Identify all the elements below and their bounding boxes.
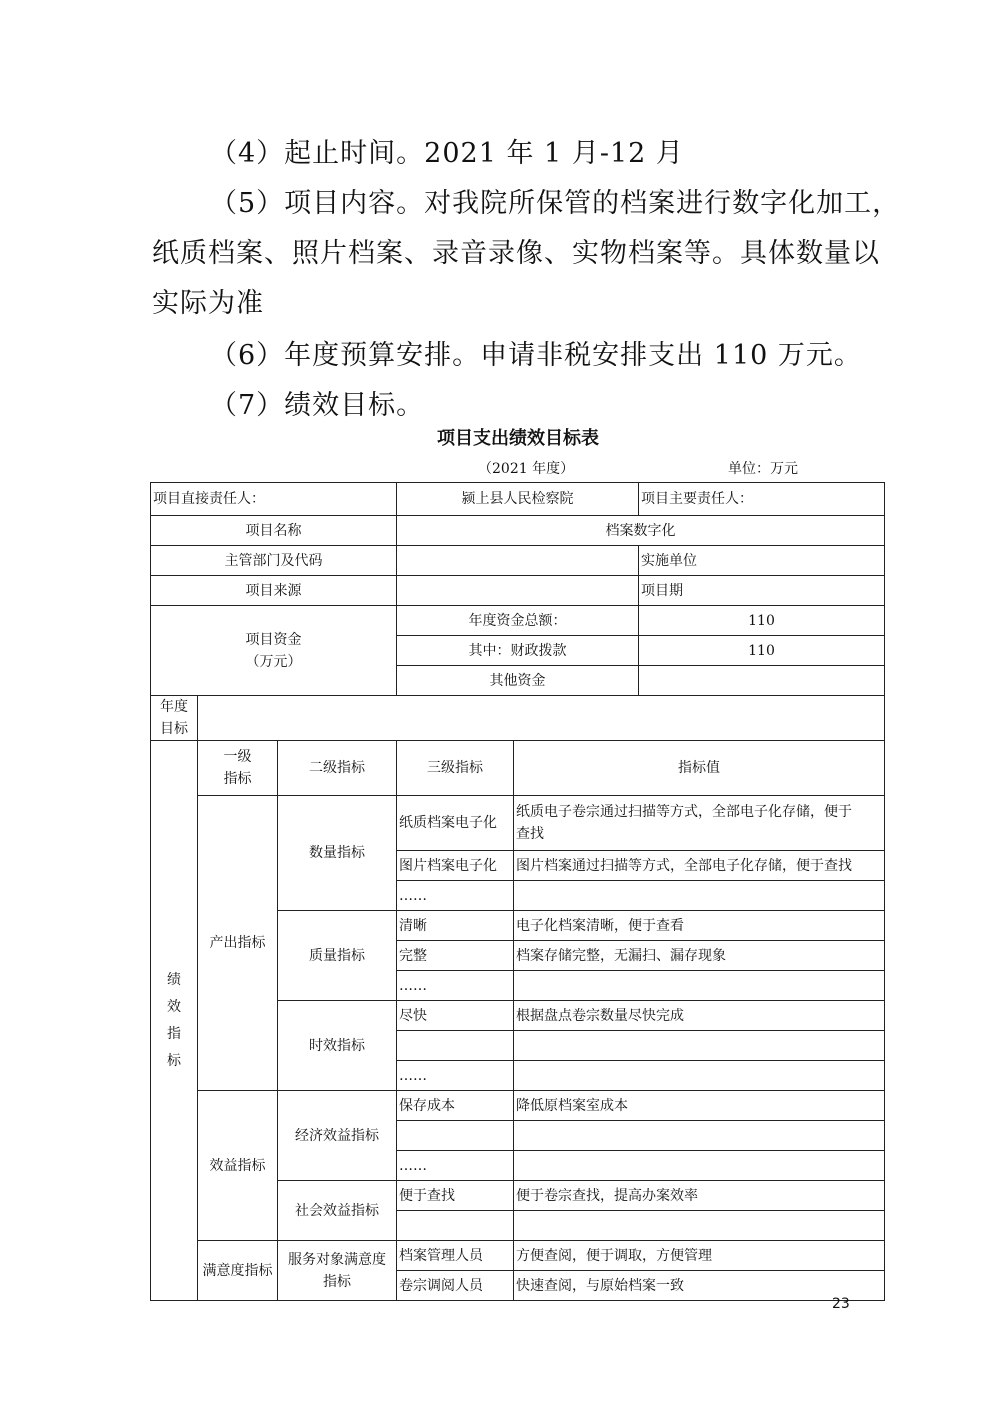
- clarity-name: 清晰: [397, 911, 514, 941]
- main-responsible-cell: [639, 483, 885, 516]
- fiscal-allocation-value: 110: [639, 636, 885, 666]
- quality-ellipsis: ……: [397, 971, 514, 1001]
- service-satisfaction-label-line2: 指标: [323, 1273, 351, 1290]
- other-funds-label: 其他资金: [397, 666, 639, 696]
- quantity-ellipsis-value: [514, 881, 885, 911]
- photo-digitization-name: 图片档案电子化: [397, 851, 514, 881]
- quality-ellipsis-value: [514, 971, 885, 1001]
- header-indicator-value: 指标值: [514, 741, 885, 796]
- table-row: [151, 516, 885, 546]
- table-row: [151, 696, 885, 741]
- storage-cost-value: 降低原档案室成本: [514, 1091, 885, 1121]
- paragraph-project-content-line2: 纸质档案、照片档案、录音录像、实物档案等。具体数量以: [152, 238, 880, 269]
- storage-cost-name: 保存成本: [397, 1091, 514, 1121]
- project-name-value: 档案数字化: [397, 516, 885, 546]
- output-indicator-label: 产出指标: [198, 796, 278, 1091]
- social-empty-value: [514, 1211, 885, 1241]
- easy-search-name: 便于查找: [397, 1181, 514, 1211]
- project-name-label: 项目名称: [151, 516, 397, 546]
- paragraph-project-content-line1: （5）项目内容。对我院所保管的档案进行数字化加工，: [210, 188, 901, 219]
- satisfaction-indicator-label: 满意度指标: [198, 1241, 278, 1301]
- project-funds-unit: （万元）: [245, 653, 302, 670]
- project-funds-label-cell: [151, 606, 397, 696]
- paragraph-annual-budget: （6）年度预算安排。申请非税安排支出 110 万元。: [210, 340, 862, 371]
- table-row: [151, 1241, 885, 1271]
- paragraph-performance-goal: （7）绩效目标。: [210, 390, 425, 421]
- social-benefit-label: 社会效益指标: [278, 1181, 397, 1241]
- performance-indicator-char: 指: [167, 1025, 181, 1042]
- timeliness-ellipsis: ……: [397, 1061, 514, 1091]
- page-number: 23: [832, 1296, 850, 1312]
- direct-responsible-label: 项目直接责任人：: [151, 483, 397, 516]
- economic-benefit-label: 经济效益指标: [278, 1091, 397, 1181]
- timeliness-empty-name: [397, 1031, 514, 1061]
- other-funds-value: [639, 666, 885, 696]
- table-row: [151, 741, 885, 796]
- table-row: [151, 546, 885, 576]
- table-row: [151, 606, 885, 636]
- header-level1: [198, 741, 278, 796]
- annual-goal-label-cell: [151, 696, 198, 741]
- paper-digitization-name: 纸质档案电子化: [397, 796, 514, 851]
- archive-staff-value: 方便查阅，便于调取，方便管理: [514, 1241, 885, 1271]
- social-empty-name: [397, 1211, 514, 1241]
- photo-digitization-value: 图片档案通过扫描等方式，全部电子化存储，便于查找: [514, 851, 885, 881]
- archive-staff-name: 档案管理人员: [397, 1241, 514, 1271]
- benefit-indicator-label: 效益指标: [198, 1091, 278, 1241]
- economic-ellipsis: ……: [397, 1151, 514, 1181]
- direct-responsible-value: 颍上县人民检察院: [397, 483, 639, 516]
- clarity-value: 电子化档案清晰，便于查看: [514, 911, 885, 941]
- completeness-value: 档案存储完整，无漏扫、漏存现象: [514, 941, 885, 971]
- project-period-label: 项目期: [641, 582, 683, 599]
- economic-empty-value: [514, 1121, 885, 1151]
- implementing-unit-cell: [639, 546, 885, 576]
- department-label: 主管部门及代码: [151, 546, 397, 576]
- project-source-value: [397, 576, 639, 606]
- annual-total-label: 年度资金总额：: [397, 606, 639, 636]
- project-period-cell: [639, 576, 885, 606]
- header-level1-line1: 一级: [223, 749, 252, 765]
- economic-ellipsis-value: [514, 1151, 885, 1181]
- economic-empty-name: [397, 1121, 514, 1151]
- header-level1-line2: 指标: [223, 771, 252, 787]
- asap-name: 尽快: [397, 1001, 514, 1031]
- completeness-name: 完整: [397, 941, 514, 971]
- service-satisfaction-label-line1: 服务对象满意度: [288, 1251, 386, 1268]
- annual-goal-label-line2: 目标: [160, 721, 188, 737]
- table-year: （2021 年度）: [478, 461, 575, 477]
- service-satisfaction-label: [278, 1241, 397, 1301]
- table-row: [151, 576, 885, 606]
- paragraph-project-content-line3: 实际为准: [152, 288, 264, 319]
- file-reader-value: 快速查阅，与原始档案一致: [514, 1271, 885, 1301]
- performance-indicator-label: [151, 741, 198, 1301]
- performance-indicator-char: 效: [167, 998, 181, 1015]
- paper-digitization-value-line1: 纸质电子卷宗通过扫描等方式，全部电子化存储，便于: [516, 804, 852, 820]
- paragraph-start-end-time: （4）起止时间。2021 年 1 月-12 月: [210, 138, 684, 169]
- performance-indicator-char: 标: [167, 1052, 181, 1069]
- quantity-ellipsis: ……: [397, 881, 514, 911]
- department-value: [397, 546, 639, 576]
- asap-value: 根据盘点卷宗数量尽快完成: [514, 1001, 885, 1031]
- timeliness-indicator-label: 时效指标: [278, 1001, 397, 1091]
- paper-digitization-value-line2: 查找: [516, 826, 544, 842]
- performance-indicator-char: 绩: [167, 971, 181, 988]
- file-reader-name: 卷宗调阅人员: [397, 1271, 514, 1301]
- table-unit: 单位：万元: [728, 461, 798, 477]
- quality-indicator-label: 质量指标: [278, 911, 397, 1001]
- fiscal-allocation-label: 其中：财政拨款: [397, 636, 639, 666]
- easy-search-value: 便于卷宗查找，提高办案效率: [514, 1181, 885, 1211]
- header-level2: 二级指标: [278, 741, 397, 796]
- main-responsible-label: 项目主要责任人：: [641, 491, 753, 507]
- implementing-unit-label: 实施单位: [641, 552, 697, 569]
- annual-goal-value: [198, 696, 885, 741]
- table-row: [151, 483, 885, 516]
- table-row: [151, 1091, 885, 1121]
- table-row: [151, 796, 885, 851]
- performance-table: [150, 482, 885, 1301]
- header-level3: 三级指标: [397, 741, 514, 796]
- timeliness-empty-value: [514, 1031, 885, 1061]
- annual-total-value: 110: [639, 606, 885, 636]
- project-source-label: 项目来源: [151, 576, 397, 606]
- paper-digitization-value: [514, 796, 885, 851]
- timeliness-ellipsis-value: [514, 1061, 885, 1091]
- table-title: 项目支出绩效目标表: [437, 428, 599, 449]
- annual-goal-label-line1: 年度: [160, 699, 188, 715]
- project-funds-label: 项目资金: [245, 631, 302, 648]
- quantity-indicator-label: 数量指标: [278, 796, 397, 911]
